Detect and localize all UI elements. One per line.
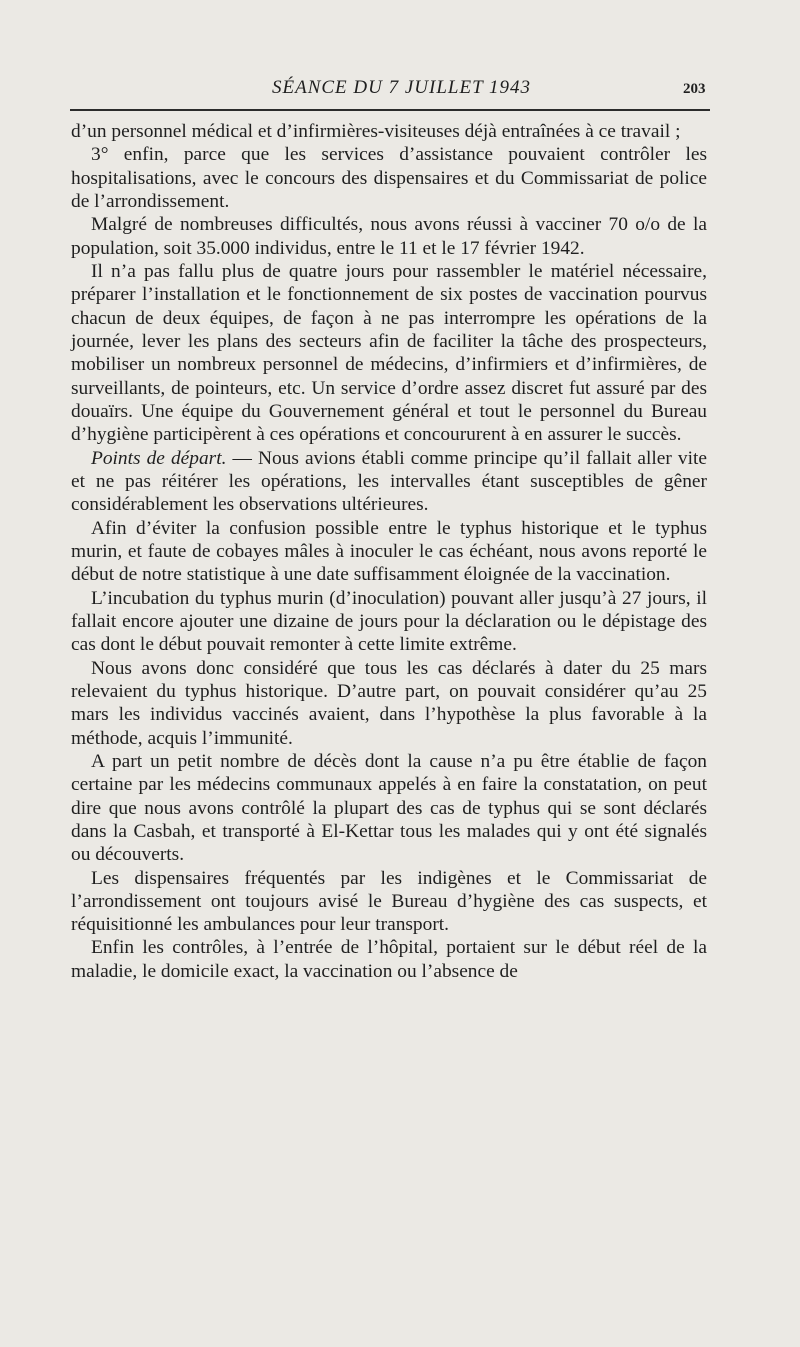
paragraph-continuation: d’un personnel médical et d’infirmières-visiteuses déjà entraînées à ce travail ; — [71, 121, 681, 142]
paragraph-deces: A part un petit nombre de décès dont la cause n’a pu être établie de façon certaine par les médecins communaux appelés à en faire la constatation, on peut dire que nous avons contrôlé la plupart des cas de typhus qui se sont déclarés dans la Casbah, et transporté à El-Kettar tous les malades qui y ont été signalés ou découverts. — [71, 750, 707, 866]
page-header — [0, 75, 800, 101]
paragraph-25-mars: Nous avons donc considéré que tous les cas déclarés à dater du 25 mars relevaient du typhus historique. D’autre part, on pouvait considérer qu’au 25 mars les individus vaccinés avaient, dans l’hypothèse la plus favorable à la méthode, acquis l’immunité. — [71, 657, 707, 749]
paragraph-typhus-confusion: Afin d’éviter la confusion possible entre le typhus historique et le typhus murin, et faute de cobayes mâles à inoculer le cas échéant, nous avons reporté le début de notre statistique à une date suffisamment éloignée de la vaccination. — [71, 517, 707, 586]
paragraph-incubation: L’incubation du typhus murin (d’inoculation) pouvant aller jusqu’à 27 jours, il fallait encore ajouter une dizaine de jours pour la déclaration ou le dépistage des cas dont le début pouvait remonter à cette limite extrême. — [71, 587, 707, 656]
paragraph-controles: Enfin les contrôles, à l’entrée de l’hôpital, portaient sur le début réel de la maladie, le domicile exact, la vaccination ou l’absence de — [71, 937, 707, 982]
running-title: SÉANCE DU 7 JUILLET 1943 — [272, 77, 532, 98]
paragraph-dispensaires: Les dispensaires fréquentés par les indigènes et le Commissariat de l’arrondissement ont toujours avisé le Bureau d’hygiène des cas suspects, et réquisitionné les ambulances pour leur transport. — [71, 867, 707, 936]
paragraph-vaccination-results: Malgré de nombreuses difficultés, nous avons réussi à vacciner 70 o/o de la population, soit 35.000 individus, entre le 11 et le 17 février 1942. — [71, 214, 707, 259]
paragraph-organisation: Il n’a pas fallu plus de quatre jours pour rassembler le matériel nécessaire, préparer l’installation et le fonctionnement de six postes de vaccination pourvus chacun de deux équipes, de façon à ne pas interrompre les opérations de la journée, lever les plans des secteurs afin de faciliter la tâche des prospecteurs, mobiliser un nombreux personnel de médecins, d’infirmiers et d’infirmières, de surveillants, de pointeurs, etc. Un service d’ordre assez discret fut assuré par des douaïrs. Une équipe du Gouvernement général et tout le personnel du Bureau d’hygiène participèrent à ces opérations et concoururent à en assurer le succès. — [71, 260, 707, 446]
body-text — [71, 120, 707, 983]
header-rule — [70, 109, 710, 111]
paragraph-points-de-depart-text: — Nous avions établi comme principe qu’il fallait aller vite et ne pas réitérer les opérations, les intervalles étant susceptibles de gêner considérablement les observations ultérieures. — [71, 447, 707, 516]
paragraph-points-de-depart — [71, 447, 707, 517]
page-number: 203 — [683, 81, 706, 97]
paragraph-third-reason: 3° enfin, parce que les services d’assistance pouvaient contrôler les hospitalisations, avec le concours des dispensaires et du Commissariat de police de l’arrondissement. — [71, 144, 707, 212]
section-heading-points-de-depart: Points de départ. — [91, 447, 227, 469]
